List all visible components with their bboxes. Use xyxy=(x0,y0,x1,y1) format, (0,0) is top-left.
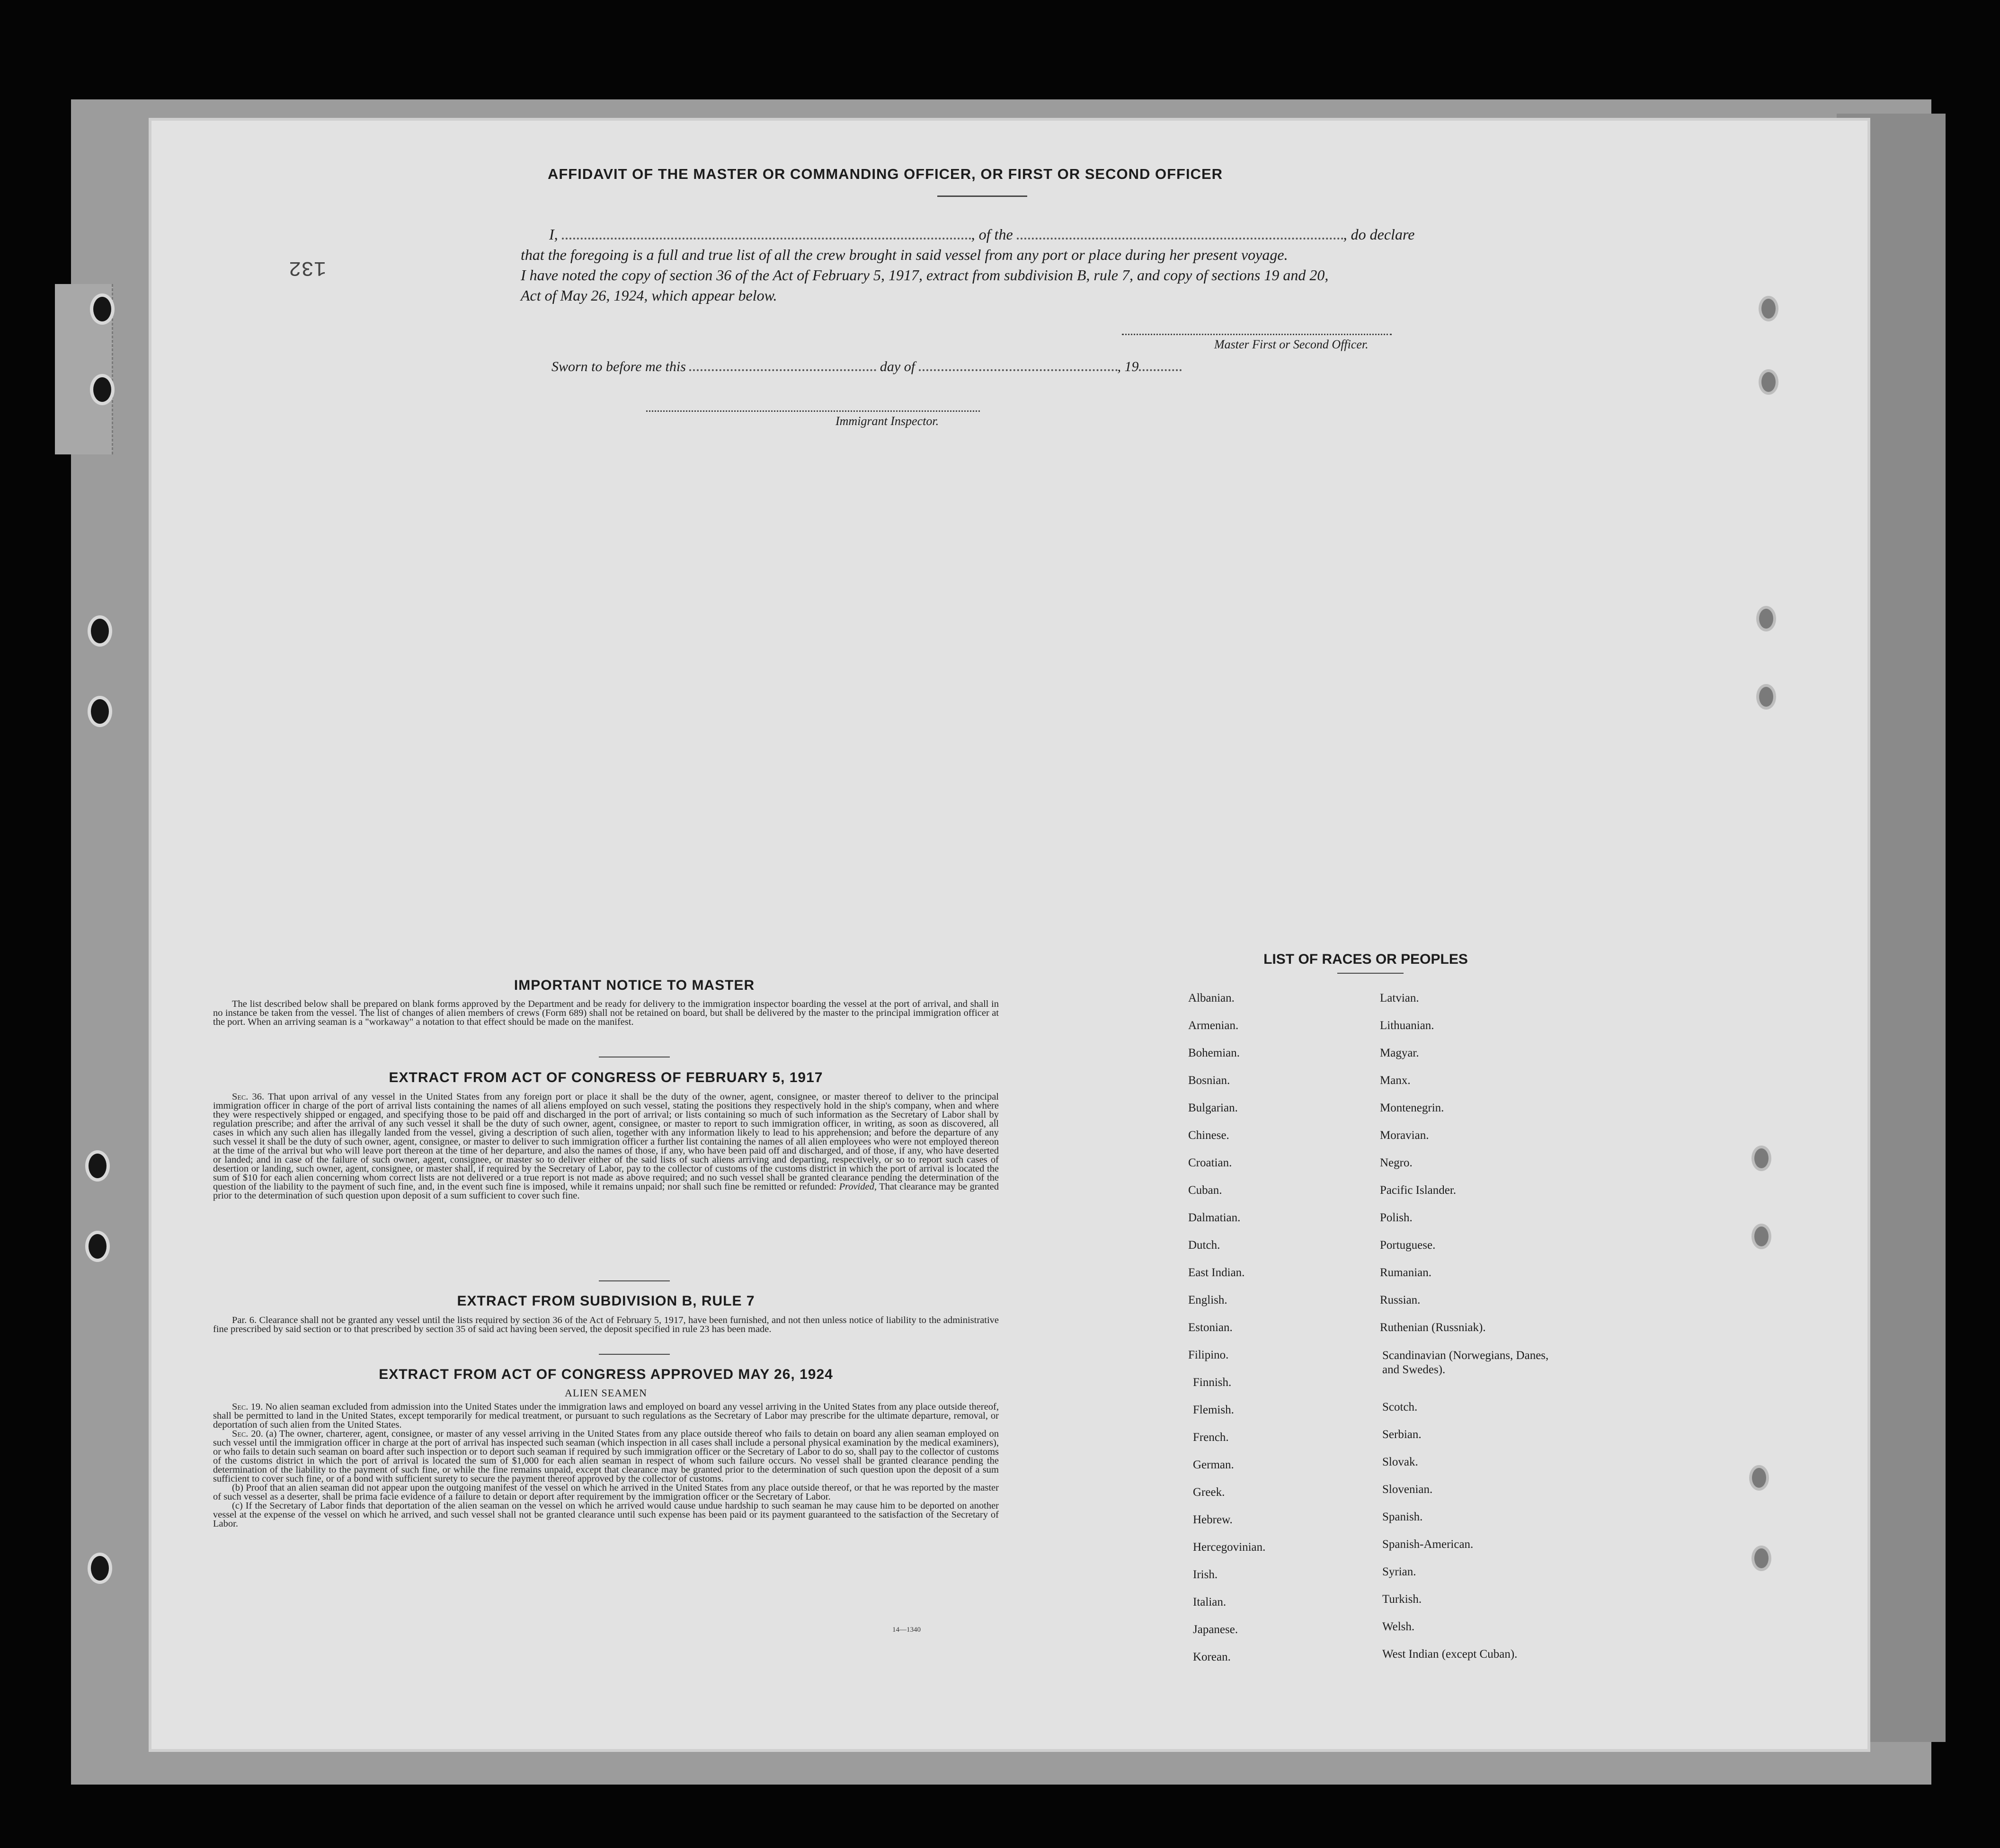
affidavit-page xyxy=(151,121,1867,1749)
race-item: Serbian. xyxy=(1382,1428,1422,1441)
race-item: Filipino. xyxy=(1188,1349,1229,1361)
declaration-line-4: Act of May 26, 1924, which appear below. xyxy=(521,287,777,304)
punch-hole xyxy=(1756,684,1776,710)
declaration-line-2: that the foregoing is a full and true list of all the crew brought in said vessel from any port or place during her present voyage. xyxy=(521,246,1288,263)
race-item: Hercegovinian. xyxy=(1193,1541,1266,1554)
extract-1917-text: Sec. 36. That upon arrival of any vessel in the United States from any foreign port or place it shall be the duty of the owner, agent, consignee, or master thereof to deliver to the principal immigration officer in charge of the port of arrival lists containing the names of all aliens employed on such vessel, stating the positions they respectively hold in the ship's company, when and where they were respectively shipped or engaged, and specifying those to be paid off and discharged in the port of arrival; or lists containing so much of such information as the Secretary of Labor shall by regulation prescribe; and after the arrival of any such vessel it shall be the duty of such owner, agent, consignee, or master to report to such immigration officer, in writing, as soon as discovered, all cases in which any such alien has illegally landed from the vessel, giving a description of such alien, together with any information likely to lead to his apprehension; and before the departure of any such vessel it shall be the duty of such owner, agent, consignee, or master to deliver to such immigration officer a further list containing the names of all alien employees who were not employed thereon at the time of the arrival but who will leave port thereon at the time of her departure, and also the names of those, if any, who have been paid off and discharged, and of those, if any, who have deserted or landed; and in case of the failure of such owner, agent, consignee, or master so to deliver either of the said lists of such aliens arriving and departing, respectively, or so to report such cases of desertion or landing, such owner, agent, consignee, or master shall, if required by the Secretary of Labor, pay to the collector of customs of the customs district in which the port of arrival is located the sum of $10 for each alien concerning whom correct lists are not delivered or a true report is not made as above required; and no such vessel shall be granted clearance pending the determination of the question of the liability to the payment of such fine, and, in the event such fine is imposed, while it remains unpaid; nor shall such fine be remitted or refunded: Provided, That clearance may be granted prior to the determination of such question upon deposit of a sum sufficient to cover such fine. xyxy=(213,1092,999,1201)
race-item: Korean. xyxy=(1193,1651,1231,1663)
race-item: East Indian. xyxy=(1188,1266,1245,1279)
race-item: Albanian. xyxy=(1188,992,1235,1004)
divider xyxy=(1337,973,1404,974)
race-item: Negro. xyxy=(1380,1156,1413,1169)
race-item: Finnish. xyxy=(1193,1376,1232,1389)
extract-rule7-title: EXTRACT FROM SUBDIVISION B, RULE 7 xyxy=(457,1293,755,1309)
divider xyxy=(599,1354,670,1355)
race-item: Croatian. xyxy=(1188,1156,1232,1169)
race-item: Italian. xyxy=(1193,1596,1227,1608)
year-blank[interactable] xyxy=(1139,369,1182,371)
race-item: Lithuanian. xyxy=(1380,1019,1434,1032)
race-item: Pacific Islander. xyxy=(1380,1184,1457,1197)
races-title: LIST OF RACES OR PEOPLES xyxy=(1263,951,1468,967)
race-item: Latvian. xyxy=(1380,992,1419,1004)
binding-hole xyxy=(90,293,115,325)
race-item: Scandinavian (Norwegians, Danes, and Swedes). xyxy=(1382,1349,1549,1376)
race-item: Syrian. xyxy=(1382,1565,1416,1578)
form-number: 14—1340 xyxy=(892,1626,921,1634)
race-item: West Indian (except Cuban). xyxy=(1382,1648,1518,1661)
race-item: Hebrew. xyxy=(1193,1513,1233,1526)
punch-hole xyxy=(1759,369,1778,395)
name-blank[interactable] xyxy=(562,238,971,240)
notice-title: IMPORTANT NOTICE TO MASTER xyxy=(514,977,755,993)
punch-hole xyxy=(1751,1224,1771,1249)
sworn-line: Sworn to before me this day of , 19 xyxy=(551,359,1182,375)
declaration-line-3: I have noted the copy of section 36 of the Act of February 5, 1917, extract from subdivision B, rule 7, and copy of sections 19 and 20, xyxy=(521,267,1329,284)
race-item: Bulgarian. xyxy=(1188,1102,1238,1114)
punch-hole xyxy=(1751,1546,1771,1571)
race-item: Welsh. xyxy=(1382,1620,1415,1633)
day-blank[interactable] xyxy=(689,369,876,371)
binding-hole xyxy=(88,615,112,647)
punch-hole xyxy=(1751,1146,1771,1171)
race-item: Chinese. xyxy=(1188,1129,1229,1142)
binding-hole xyxy=(85,1150,110,1182)
race-item: Dalmatian. xyxy=(1188,1211,1241,1224)
race-item: Slovenian. xyxy=(1382,1483,1433,1496)
inspector-signature-line[interactable] xyxy=(646,410,980,412)
month-blank[interactable] xyxy=(919,369,1118,371)
notice-text: The list described below shall be prepared on blank forms approved by the Department and be ready for delivery to the immigration inspector boarding the vessel at the port of arrival, and shall in no instance be taken from the vessel. The list of changes of alien members of crews (Form 689) shall not be retained on board, but shall be delivered by the master to the principal immigration officer at the port. When an arriving seaman is a "workaway" a notation to that effect should be made on the manifest. xyxy=(213,999,999,1027)
race-item: Magyar. xyxy=(1380,1047,1419,1059)
extract-rule7-text: Par. 6. Clearance shall not be granted any vessel until the lists required by section 36 of the Act of February 5, 1917, have been furnished, and not then unless notice of liability to the administrative fine prescribed by said section or to that prescribed by section 35 of said act having been served, the deposit specified in rule 23 has been made. xyxy=(213,1315,999,1334)
extract-1917-title: EXTRACT FROM ACT OF CONGRESS OF FEBRUARY 5, 1917 xyxy=(389,1070,823,1085)
race-item: Bohemian. xyxy=(1188,1047,1240,1059)
alien-seamen-subtitle: ALIEN SEAMEN xyxy=(565,1387,647,1399)
race-item: Manx. xyxy=(1380,1074,1411,1087)
master-signature-label: Master First or Second Officer. xyxy=(1214,338,1369,351)
race-item: Dutch. xyxy=(1188,1239,1220,1252)
race-item: Ruthenian (Russniak). xyxy=(1380,1321,1486,1334)
punch-hole xyxy=(1759,296,1778,321)
race-item: Spanish. xyxy=(1382,1510,1423,1523)
affidavit-title: AFFIDAVIT OF THE MASTER OR COMMANDING OFFICER, OR FIRST OR SECOND OFFICER xyxy=(547,166,1223,182)
race-item: Estonian. xyxy=(1188,1321,1233,1334)
extract-1924-text: Sec. 19. No alien seaman excluded from admission into the United States under the immigration laws and employed on board any vessel arriving in the United States from any place outside thereof, shall be permitted to land in the United States, except temporarily for medical treatment, or pursuant to such regulations as the Secretary of Labor may prescribe for the ultimate departure, removal, or deportation of such alien from the United States. Sec. 20. (a) The owner, charterer, agent, consignee, or master of any vessel arriving in the United States from any place outside thereof who fails to detain on board any alien seaman employed on such vessel until the immigration officer in charge at the port of arrival has inspected such seaman (which inspection in all cases shall include a personal physical examination by the medical examiners), or who fails to detain such seaman on board after such inspection or to deport such seaman if required by such immigration officer or the Secretary of Labor to do so, shall pay to the collector of customs of the customs district in which the port of arrival is located the sum of $1,000 for each alien seaman in respect of whom such failure occurs. No vessel shall be granted clearance pending the determination of the liability to the payment of such fine, or while the fine remains unpaid, except that clearance may be granted prior to the determination of such question upon the deposit of a sum sufficient to cover such fine, or of a bond with sufficient surety to secure the payment thereof approved by the collector of customs. (b) Proof that an alien seaman did not appear upon the outgoing manifest of the vessel on which he arrived in the United States from any place outside thereof, or that he was reported by the master of such vessel as a deserter, shall be prima facie evidence of a failure to detain or deport after requirement by the immigration officer or the Secretary of Labor. (c) If the Secretary of Labor finds that deportation of the alien seaman on the vessel on which he arrived would cause undue hardship to such seaman he may cause him to be deported on another vessel at the expense of the vessel on which he arrived, and such vessel shall not be granted clearance until such expense has been paid or its payment guaranteed to the satisfaction of the Secretary of Labor. xyxy=(213,1402,999,1529)
binding-hole xyxy=(88,1553,112,1584)
race-item: French. xyxy=(1193,1431,1229,1444)
extract-1924-title: EXTRACT FROM ACT OF CONGRESS APPROVED MAY 26, 1924 xyxy=(379,1367,833,1382)
master-signature-line[interactable] xyxy=(1122,334,1392,335)
race-item: Slovak. xyxy=(1382,1456,1418,1468)
race-item: Polish. xyxy=(1380,1211,1413,1224)
race-item: Portuguese. xyxy=(1380,1239,1436,1252)
race-item: Spanish-American. xyxy=(1382,1538,1474,1551)
race-item: Montenegrin. xyxy=(1380,1102,1444,1114)
title-rule xyxy=(937,195,1027,197)
declaration-line-1: I, , of the , do declare xyxy=(549,226,1415,243)
binding-hole xyxy=(90,374,115,405)
inspector-label: Immigrant Inspector. xyxy=(836,414,939,428)
divider xyxy=(599,1280,670,1281)
punch-hole xyxy=(1756,606,1776,631)
race-item: Armenian. xyxy=(1188,1019,1239,1032)
race-item: German. xyxy=(1193,1458,1234,1471)
punch-hole xyxy=(1749,1465,1769,1491)
race-item: Irish. xyxy=(1193,1568,1218,1581)
race-item: Bosnian. xyxy=(1188,1074,1230,1087)
vessel-blank[interactable] xyxy=(1017,238,1343,240)
binding-hole xyxy=(85,1231,110,1262)
race-item: Russian. xyxy=(1380,1294,1421,1306)
race-item: English. xyxy=(1188,1294,1227,1306)
binding-hole xyxy=(88,696,112,727)
race-item: Greek. xyxy=(1193,1486,1225,1499)
race-item: Cuban. xyxy=(1188,1184,1222,1197)
race-item: Scotch. xyxy=(1382,1401,1418,1413)
stamp-number: 132 xyxy=(289,256,327,279)
race-item: Flemish. xyxy=(1193,1404,1234,1416)
race-item: Rumanian. xyxy=(1380,1266,1432,1279)
race-item: Turkish. xyxy=(1382,1593,1422,1606)
race-item: Japanese. xyxy=(1193,1623,1238,1636)
race-item: Moravian. xyxy=(1380,1129,1429,1142)
